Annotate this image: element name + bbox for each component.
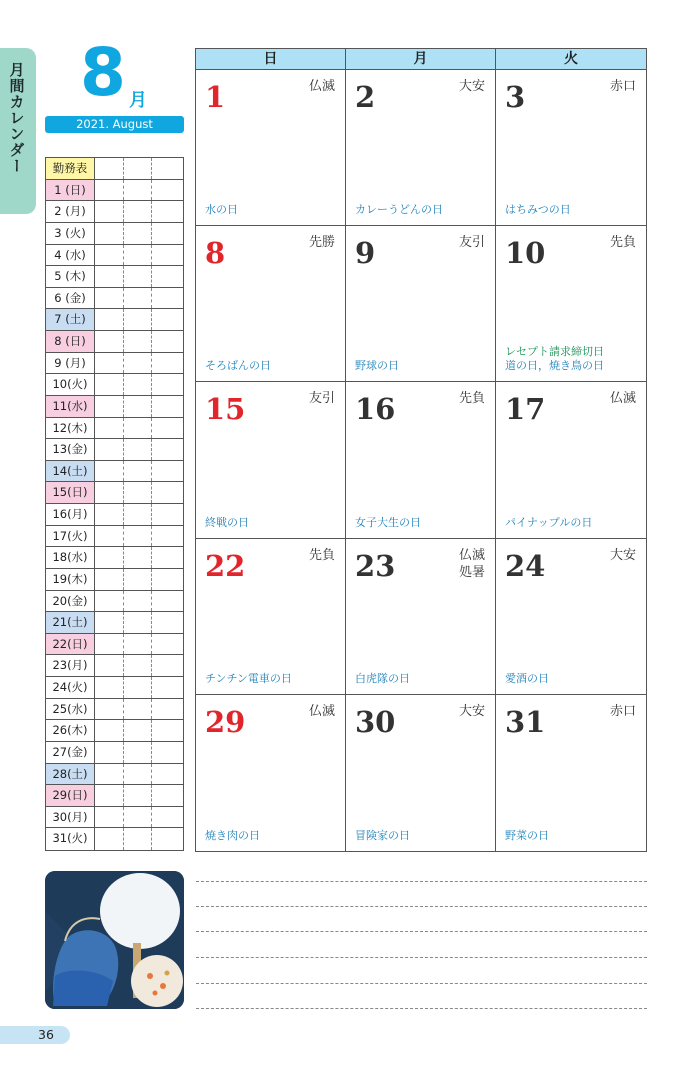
month-number: 8 <box>80 34 126 111</box>
weekday-header: 月 <box>346 49 496 70</box>
schedule-day-label: 31(火) <box>46 828 95 850</box>
schedule-divider <box>151 353 152 374</box>
rokuyo-label: 大安 <box>458 79 485 94</box>
schedule-divider <box>123 201 124 222</box>
day-number: 3 <box>505 80 526 114</box>
schedule-divider <box>151 807 152 828</box>
page-number: 36 <box>38 1027 54 1042</box>
event-text: カレーうどんの日 <box>355 203 443 217</box>
schedule-divider <box>123 158 124 179</box>
schedule-day-label: 24(火) <box>46 677 95 698</box>
schedule-row <box>46 742 183 764</box>
schedule-row <box>46 180 183 202</box>
schedule-divider <box>123 634 124 655</box>
schedule-day-label: 14(土) <box>46 461 95 482</box>
calendar-day-cell[interactable] <box>496 695 646 851</box>
schedule-divider <box>151 201 152 222</box>
event-text: 愛酒の日 <box>505 671 549 685</box>
side-tab-label: 月間カレンダー <box>7 62 26 174</box>
calendar-day-cell[interactable] <box>346 695 496 851</box>
calendar-day-cell[interactable] <box>346 70 496 226</box>
schedule-day-label: 16(月) <box>46 504 95 525</box>
schedule-divider <box>123 547 124 568</box>
schedule-day-label: 15(日) <box>46 482 95 503</box>
event-note <box>355 829 410 843</box>
schedule-divider <box>151 418 152 439</box>
schedule-divider <box>151 309 152 330</box>
schedule-row <box>46 807 183 829</box>
schedule-day-label: 29(日) <box>46 785 95 806</box>
calendar-day-cell[interactable] <box>196 226 346 382</box>
schedule-divider <box>151 720 152 741</box>
schedule-row <box>46 331 183 353</box>
rokuyo-label: 先負 <box>308 547 335 563</box>
schedule-divider <box>151 526 152 547</box>
schedule-day-label: 28(土) <box>46 764 95 785</box>
event-text: チンチン電車の日 <box>205 671 292 685</box>
schedule-divider <box>123 677 124 698</box>
schedule-divider <box>123 807 124 828</box>
calendar-day-cell[interactable] <box>496 382 646 538</box>
schedule-divider <box>123 591 124 612</box>
note-line[interactable] <box>196 957 647 958</box>
calendar-day-cell[interactable] <box>196 695 346 851</box>
schedule-divider <box>151 461 152 482</box>
schedule-row <box>46 461 183 483</box>
schedule-row <box>46 418 183 440</box>
month-suffix: 月 <box>129 90 147 111</box>
schedule-row <box>46 634 183 656</box>
schedule-divider <box>123 266 124 287</box>
event-text: はちみつの日 <box>505 203 571 217</box>
schedule-divider <box>151 331 152 352</box>
schedule-divider <box>123 699 124 720</box>
schedule-day-label: 13(金) <box>46 439 95 460</box>
schedule-day-label: 23(月) <box>46 655 95 676</box>
day-number: 16 <box>355 392 396 427</box>
note-line[interactable] <box>196 983 647 984</box>
schedule-row <box>46 288 183 310</box>
event-text: 野球の日 <box>355 359 399 373</box>
event-text: パイナップルの日 <box>505 515 593 529</box>
schedule-day-label: 19(木) <box>46 569 95 590</box>
rokuyo-label: 友引 <box>308 391 335 407</box>
event-note <box>505 829 549 843</box>
schedule-header-label: 勤務表 <box>46 158 95 179</box>
schedule-divider <box>123 439 124 460</box>
schedule-divider <box>123 396 124 417</box>
rokuyo-label: 仏滅 <box>308 79 335 94</box>
schedule-row <box>46 591 183 613</box>
schedule-divider <box>151 223 152 244</box>
schedule-row <box>46 245 183 267</box>
page-number-tab <box>0 1026 70 1044</box>
schedule-divider <box>151 764 152 785</box>
schedule-divider <box>151 288 152 309</box>
event-note <box>205 829 260 843</box>
schedule-divider <box>123 526 124 547</box>
event-note <box>205 359 271 373</box>
schedule-divider <box>123 569 124 590</box>
schedule-table <box>45 157 184 851</box>
note-line[interactable] <box>196 881 647 882</box>
calendar-day-cell[interactable] <box>496 226 646 382</box>
day-number: 23 <box>355 548 396 583</box>
schedule-divider <box>123 764 124 785</box>
weekday-header: 火 <box>496 49 646 70</box>
schedule-row <box>46 699 183 721</box>
schedule-divider <box>123 245 124 266</box>
schedule-divider <box>151 547 152 568</box>
uchiwa-illustration <box>45 871 184 1009</box>
schedule-divider <box>151 612 152 633</box>
rokuyo-label: 赤口 <box>609 703 636 719</box>
event-text: 焼き肉の日 <box>205 828 260 842</box>
schedule-divider <box>123 353 124 374</box>
schedule-divider <box>123 612 124 633</box>
schedule-day-label: 6 (金) <box>46 288 95 309</box>
schedule-divider <box>151 591 152 612</box>
schedule-divider <box>123 785 124 806</box>
schedule-day-label: 2 (月) <box>46 201 95 222</box>
schedule-divider <box>123 742 124 763</box>
schedule-divider <box>123 309 124 330</box>
weekday-header: 日 <box>196 49 346 70</box>
schedule-divider <box>151 677 152 698</box>
schedule-row <box>46 439 183 461</box>
event-text: 白虎隊の日 <box>355 671 410 685</box>
schedule-divider <box>123 828 124 850</box>
schedule-divider <box>123 223 124 244</box>
event-note <box>205 672 292 686</box>
calendar-day-cell[interactable] <box>346 539 496 695</box>
event-note <box>355 672 410 686</box>
note-line[interactable] <box>196 1008 647 1009</box>
schedule-day-label: 8 (日) <box>46 331 95 352</box>
note-line[interactable] <box>196 906 647 907</box>
schedule-divider <box>151 785 152 806</box>
schedule-divider <box>151 245 152 266</box>
calendar-day-cell[interactable] <box>496 70 646 226</box>
schedule-day-label: 25(水) <box>46 699 95 720</box>
rokuyo-label: 仏滅 処暑 <box>458 547 485 580</box>
day-number: 24 <box>505 548 546 583</box>
schedule-divider <box>151 569 152 590</box>
schedule-day-label: 1 (日) <box>46 180 95 201</box>
schedule-row <box>46 785 183 807</box>
schedule-day-label: 27(金) <box>46 742 95 763</box>
year-label: 2021. August <box>45 116 184 133</box>
schedule-divider <box>151 482 152 503</box>
schedule-row <box>46 612 183 634</box>
rokuyo-label: 仏滅 <box>308 703 335 719</box>
schedule-divider <box>123 374 124 395</box>
day-number: 8 <box>205 236 226 271</box>
schedule-divider <box>151 180 152 201</box>
schedule-day-label: 20(金) <box>46 591 95 612</box>
rokuyo-label: 赤口 <box>609 79 636 94</box>
schedule-day-label: 12(木) <box>46 418 95 439</box>
day-number: 29 <box>205 704 246 739</box>
rokuyo-label: 友引 <box>458 235 485 251</box>
event-note <box>505 345 604 373</box>
schedule-divider <box>151 396 152 417</box>
schedule-divider <box>151 655 152 676</box>
schedule-divider <box>123 461 124 482</box>
event-text: 野菜の日 <box>505 828 549 842</box>
event-text: 冒険家の日 <box>355 828 410 842</box>
schedule-row <box>46 677 183 699</box>
event-note <box>505 203 571 217</box>
event-note <box>355 359 399 373</box>
day-number: 10 <box>505 236 546 271</box>
schedule-row <box>46 720 183 742</box>
schedule-divider <box>123 180 124 201</box>
schedule-row <box>46 482 183 504</box>
event-text: 女子大生の日 <box>355 515 421 529</box>
schedule-day-label: 22(日) <box>46 634 95 655</box>
schedule-divider <box>151 828 152 850</box>
schedule-row <box>46 655 183 677</box>
schedule-divider <box>151 158 152 179</box>
schedule-row <box>46 828 183 850</box>
schedule-day-label: 21(土) <box>46 612 95 633</box>
schedule-header-row <box>46 158 183 180</box>
day-number: 2 <box>355 80 376 114</box>
note-line[interactable] <box>196 931 647 932</box>
schedule-divider <box>123 482 124 503</box>
day-number: 15 <box>205 392 246 427</box>
event-note <box>205 516 249 530</box>
schedule-day-label: 26(木) <box>46 720 95 741</box>
schedule-divider <box>123 655 124 676</box>
schedule-row <box>46 309 183 331</box>
rokuyo-label: 先勝 <box>308 235 335 251</box>
schedule-divider <box>123 331 124 352</box>
schedule-row <box>46 223 183 245</box>
schedule-divider <box>123 720 124 741</box>
schedule-divider <box>123 288 124 309</box>
schedule-divider <box>151 504 152 525</box>
event-text: 水の日 <box>205 203 238 217</box>
event-note <box>505 516 592 530</box>
calendar-grid <box>195 48 647 852</box>
schedule-divider <box>151 439 152 460</box>
event-note <box>205 203 238 217</box>
rokuyo-label: 大安 <box>609 547 636 563</box>
schedule-day-label: 9 (月) <box>46 353 95 374</box>
day-number: 30 <box>355 704 396 739</box>
schedule-row <box>46 266 183 288</box>
day-number: 22 <box>205 548 246 583</box>
schedule-row <box>46 569 183 591</box>
day-number: 17 <box>505 392 546 427</box>
schedule-day-label: 30(月) <box>46 807 95 828</box>
rokuyo-label: 先負 <box>458 391 485 407</box>
schedule-divider <box>151 699 152 720</box>
day-number: 9 <box>355 236 376 271</box>
day-number: 1 <box>205 80 226 114</box>
day-number: 31 <box>505 704 546 739</box>
schedule-day-label: 7 (土) <box>46 309 95 330</box>
event-text: 終戦の日 <box>205 515 249 529</box>
schedule-day-label: 11(水) <box>46 396 95 417</box>
calendar-day-cell[interactable] <box>496 539 646 695</box>
schedule-day-label: 5 (木) <box>46 266 95 287</box>
schedule-day-label: 17(火) <box>46 526 95 547</box>
schedule-row <box>46 547 183 569</box>
schedule-row <box>46 504 183 526</box>
rokuyo-label: 大安 <box>458 703 485 719</box>
calendar-day-cell[interactable] <box>196 382 346 538</box>
event-text: そろばんの日 <box>205 359 271 373</box>
schedule-row <box>46 374 183 396</box>
summer-fan-photo <box>45 871 184 1009</box>
schedule-day-label: 18(水) <box>46 547 95 568</box>
schedule-divider <box>151 634 152 655</box>
event-note <box>505 672 549 686</box>
schedule-divider <box>123 418 124 439</box>
schedule-divider <box>151 266 152 287</box>
calendar-day-cell[interactable] <box>346 226 496 382</box>
schedule-row <box>46 201 183 223</box>
event-highlight: レセプト請求締切日 <box>505 345 604 359</box>
schedule-day-label: 10(火) <box>46 374 95 395</box>
rokuyo-label: 仏滅 <box>609 391 636 407</box>
rokuyo-label: 先負 <box>609 235 636 251</box>
schedule-row <box>46 526 183 548</box>
schedule-row <box>46 353 183 375</box>
schedule-row <box>46 396 183 418</box>
calendar-day-cell[interactable] <box>196 70 346 226</box>
calendar-day-cell[interactable] <box>346 382 496 538</box>
schedule-day-label: 3 (火) <box>46 223 95 244</box>
event-note <box>355 203 443 217</box>
event-text: 道の日，焼き鳥の日 <box>505 359 604 373</box>
calendar-day-cell[interactable] <box>196 539 346 695</box>
schedule-day-label: 4 (水) <box>46 245 95 266</box>
schedule-row <box>46 764 183 786</box>
schedule-divider <box>123 504 124 525</box>
event-note <box>355 516 421 530</box>
schedule-divider <box>151 742 152 763</box>
schedule-divider <box>151 374 152 395</box>
